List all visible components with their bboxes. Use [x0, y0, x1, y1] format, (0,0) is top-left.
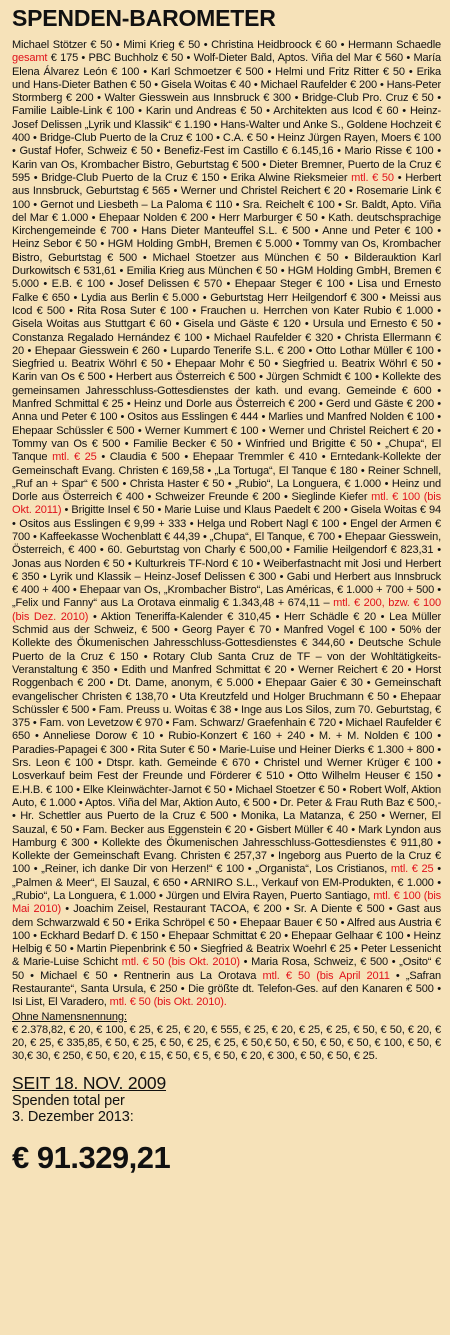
monthly-highlight: mtl. € 50 (bis April 2011 [262, 969, 390, 982]
donor-text: • Joachim Zeisel, Restaurant TACOA, € 200 • Sr. A Diente € 500 • Gast aus dem Schwarzwald € 50 • Erika Schröpel € 50 • Ehepaar Bauer € 50 • Alfred aus Austria € 100 • Eckhard Bedarf D. € 150 • Ehepaar Schmittat € 20 • Ehepaar Gelhaar € 100 • Heinz Helbig € 50 • Martin Piepenbrink € 50 • Siegfried & Beatrix Woehrl € 25 • Peter Lessenicht & Marie-Luise Schicht [12, 903, 441, 969]
total-label-line2: 3. Dezember 2013: [12, 1109, 134, 1126]
since-date: SEIT 18. NOV. 2009 [12, 1072, 167, 1093]
donor-text: • Aktion Teneriffa-Kalender € 310,45 • Herr Schädle € 20 • Lea Müller Schmid aus der Schweiz, € 500 • Georg Payer € 70 • Manfred Vogel € 100 • 50% der Kollekte des Ökumenischen Jahresschluss-Gottesdienstes € 344,60 • Deutsche Schule Puerto de la Cruz € 150 • Rotary Club Santa Cruz de TF – von der Wohltätigkeits-Veranstaltung € 350 • Edith und Manfred Schmittat € 20 • Werner Reichert € 20 • Horst Roggenbach € 200 • Dt. Dame, anonym, € 5.000 • Ehepaar Gaier € 30 • Gemeinschaft evangelischer Christen € 138,70 • Uta Kreutzfeld und Holger Bruchmann € 50 • Ehepaar Schüssler € 500 • Fam. Preuss u. Woitas € 38 • Inge aus Los Silos, zum 70. Geburtstag, € 375 • Fam. von Levetzow € 970 • Fam. Schwarz/ Graefenhain € 720 • Michael Raufelder € 650 • Anneliese Dorow € 10 • Rubio-Konzert € 160 + 240 • M. + M. Nolden € 100 • Paradies-Papagei € 300 • Rita Suter € 50 • Marie-Luise und Heiner Dierks € 1.300 + 800 • Srs. Leon € 100 • Dtspr. kath. Gemeinde € 670 • Christel und Werner Krüger € 100 • Losverkauf beim Fest der Freunde und Förderer € 510 • Otto Wilhelm Heuser € 150 • E.H.B. € 100 • Elke Kleinwächter-Jarnot € 50 • Michael Stoetzer € 50 • Robert Wolf, Aktion Auto, € 1.000 • Aptos. Viña del Mar, Aktion Auto, € 500 • Dr. Peter & Frau Ruth Baz € 500,- • Hr. Schettler aus Puerto de la Cruz € 500 • Monika, La Matanza, € 250 • Werner, El Sauzal, € 50 • Fam. Becker aus Eggenstein € 20 • Gisbert Müller € 40 • Mark Lyndon aus Hamburg € 300 • Kollekte des Ökumenischen Jahresschluss-Gottesdienstes € 911,80 • Kollekte der Gemeinschaft Evang. Christen € 257,37 • Ingeborg aus Puerto de la Cruz € 100 • „Reiner, ich danke Dir von Herzen!“ € 100 • „Organista“, Los Cristianos, [12, 610, 441, 876]
donor-list [12, 39, 441, 1010]
donor-text: • Brigitte Insel € 50 • Marie Luise und Klaus Paedelt € 200 • Gisela Woitas € 94 • Ositos aus Esslingen € 9,99 + 333 • Helga und Robert Nagl € 100 • Engel der Armen € 700 • Kaffeekasse Wochenblatt € 44,39 • „Chupa“, El Tanque, € 700 • Ehepaar Giesswein, Österreich, € 400 • 60. Geburtstag von Charly € 500,00 • Familie Heilgendorf € 823,31 • Jonas aus Norden € 50 • Kulturkreis TF-Nord € 10 • Weiberfastnacht mit Josi und Herbert € 350 • Lyrik und Klassik – Heinz-Josef Delissen € 300 • Gabi und Herbert aus Innsbruck € 400 + 400 • Ehepaar van Os, „Krombacher Bistro“, Las Américas, € 1.000 + 700 + 500 • „Felix und Fanny“ aus La Orotava einmalig € 1.343,48 + 674,11 – [12, 504, 441, 610]
donor-text: • Claudia € 500 • Ehepaar Tremmler € 410 • Erntedank-Kollekte der Gemeinschaft Evang. Christen € 169,58 • „La Tortuga“, El Tanque € 180 • Reiner Schnell, „Ruf an + Spar“ € 500 • Christa Haster € 50 • „Rubio“, La Longuera, € 1.000 • Heinz und Dorle aus Österreich € 400 • Schweizer Freunde € 200 • Sieglinde Kiefer [12, 451, 442, 504]
monthly-highlight: mtl. € 50 [351, 171, 394, 184]
monthly-highlight: mtl. € 25 [390, 863, 434, 876]
total-amount: € 91.329,21 [12, 1139, 171, 1175]
monthly-highlight: mtl. € 200, bzw. € 100 (bis Dez. 2010) [12, 597, 441, 623]
monthly-highlight: gesamt [12, 52, 48, 65]
monthly-highlight: mtl. € 100 (bis Mai 2010) [12, 890, 441, 916]
donor-text: • Maria Rosa, Schweiz, € 500 • „Osito“ € 50 • Michael € 50 • Rentnerin aus La Orotava [12, 956, 441, 982]
donor-text: • „Palmen & Meer“, El Sauzal, € 650 • ARNIRO S.L., Verkauf von EM-Produkten, € 1.000 • „Rubio“, La Longuera, € 1.000 • Jürgen und Elvira Rayen, Puerto Santiago, [12, 863, 442, 902]
page-title: SPENDEN-BAROMETER [12, 5, 276, 31]
monthly-highlight: mtl. € 50 (bis Okt. 2010) [121, 956, 240, 969]
donor-text: • „Safran Restaurante“, Santa Ursula, € 250 • Die größte dt. Telefon-Ges. auf den Kanaren € 500 • Isi List, El Varadero, [12, 969, 441, 1009]
monthly-highlight: mtl. € 100 (bis Okt. 2011) [12, 491, 441, 517]
monthly-highlight: mtl. € 25 [52, 451, 97, 464]
monthly-highlight: mtl. € 50 (bis Okt. 2010). [109, 996, 227, 1009]
anonymous-heading: Ohne Namensnennung: [12, 1010, 127, 1023]
donor-text: Michael Stötzer € 50 • Mimi Krieg € 50 • Christina Heidbroock € 60 • Hermann Schaedle [12, 39, 441, 51]
donor-text: • Herbert aus Innsbruck, Geburtstag € 565 • Werner und Christel Reichert € 20 • Rosemarie Link € 100 • Gernot und Liesbeth – La Paloma € 110 • Sra. Reichelt € 100 • Sr. Baldt, Apto. Viña del Mar € 1.000 • Ehepaar Nolden € 200 • Herr Marburger € 50 • Kath. deutschsprachige Kirchengemeinde € 700 • Hans Dieter Manteuffel S.L. € 500 • Anne und Peter € 100 • Heinz Sebor € 50 • HGM Holding GmbH, Bremen € 5.000 • Tommy van Os, Krombacher Bistro, Geburtstag € 500 • Michael Stoetzer aus München € 50 • Bilderauktion Karl Durkowitsch € 531,61 • Emilia Krieg aus München € 50 • HGM Holding GmbH, Bremen € 5.000 • E.B. € 100 • Josef Delissen € 570 • Ehepaar Steger € 100 • Lisa und Ernesto Falke € 650 • Lydia aus Berlin € 5.000 • Geburtstag Herr Heilgendorf € 300 • Meissi aus Icod € 500 • Rita Rosa Suter € 100 • Frauchen u. Herrchen von Kater Rubio € 1.000 • Gisela Woitas aus Stuttgart € 60 • Gisela und Gäste € 120 • Ursula und Ernesto € 50 • Constanza Regalado Hernández € 100 • Michael Raufelder € 320 • Christa Ellermann € 20 • Ehepaar Giesswein € 260 • Lupardo Tenerife S.L. € 200 • Otto Lothar Müller € 100 • Siegfried u. Beatrix Wöhrl € 50 • Ehepaar Mohr € 50 • Siegfried u. Beatrix Wöhrl € 50 • Karin van Os € 500 • Herbert aus Österreich € 500 • Jürgen Schmidt € 100 • Kollekte des gemeinsamen Jahresschluss-Gottesdienstes der kath. und evang. Gemeinde € 600 • Manfred Schmittal € 25 • Heinz und Dorle aus Österreich € 200 • Gerd und Gäste € 200 • Anna und Peter € 100 • Ositos aus Esslingen € 444 • Marlies und Manfred Nolden € 100 • Ehepaar Schüssler € 500 • Werner Kummert € 100 • Werner und Christel Reichert € 20 • Tommy van Os € 500 • Familie Becker € 50 • Winfried und Brigitte € 50 • „Chupa“, El Tanque [12, 171, 442, 464]
donor-text: € 175 • PBC Buchholz € 50 • Wolf-Dieter Bald, Aptos. Viña del Mar € 560 • María Elena Álvarez León € 100 • Karl Schmoetzer € 500 • Helmi und Fritz Ritter € 50 • Erika und Hans-Dieter Bathen € 50 • Gisela Woitas € 40 • Michael Raufelder € 200 • Hans-Peter Stormberg € 200 • Walter Giesswein aus Innsbruck € 300 • Bridge-Club Pro. Cruz € 50 • Familie Laible-Link € 100 • Karin und Andreas € 50 • Architekten aus Icod € 60 • Heinz-Josef Delissen „Lyrik und Klassik“ € 1.190 • Hans-Walter und Anke S., Goldene Hochzeit € 400 • Bridge-Club Puerto de la Cruz € 100 • C.A. € 50 • Heinz Jürgen Rayen, Moers € 100 • Gustaf Hofer, Schweiz € 50 • Benefiz-Fest im Castillo € 6.145,16 • Mario Risse € 100 • Karin van Os, Krombacher Bistro, Geburtstag € 500 • Dieter Bremner, Puerto de la Cruz € 595 • Bridge-Club Puerto de la Cruz € 150 • Erika Alwine Rieksmeier [12, 52, 441, 184]
total-label-line1: Spenden total per [12, 1092, 125, 1109]
anonymous-donations: € 2.378,82, € 20, € 100, € 25, € 25, € 20, € 555, € 25, € 20, € 25, € 25, € 50, € 50, € 20, € 20, € 25, € 335,85, € 50, € 25, € 50, € 25, € 25, € 50,€ 50, € 50, € 50, € 50, € 100, € 50, € 30,€ 30, € 250, € 50, € 20, € 15, € 50, € 5, € 50, € 20, € 300, € 50, € 50, € 25. [12, 1023, 441, 1063]
